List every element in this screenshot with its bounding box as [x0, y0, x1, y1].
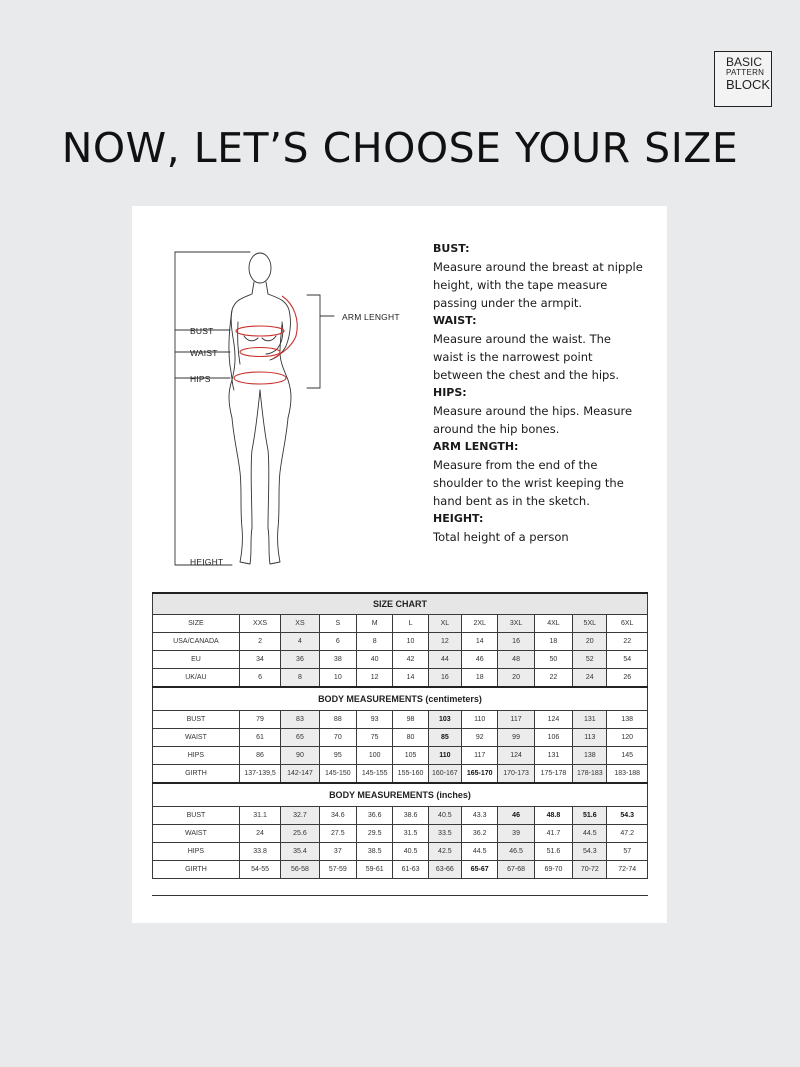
instruction-heading-hips: HIPS:: [433, 386, 467, 399]
table-cell: 22: [534, 669, 572, 688]
size-chart-title: SIZE CHART: [153, 593, 648, 615]
table-cell: 6XL: [607, 615, 648, 633]
table-cell: 25.6: [281, 825, 319, 843]
table-cell: 2XL: [462, 615, 498, 633]
table-cell: 75: [357, 729, 393, 747]
table-cell: 4XL: [534, 615, 572, 633]
page-title: NOW, LET’S CHOOSE YOUR SIZE: [61, 124, 739, 172]
table-row: [153, 633, 648, 651]
instruction-text-arm: Measure from the end of the shoulder to the wrist keeping the hand bent as in the sketch.: [433, 458, 624, 508]
table-cell: 52: [573, 651, 607, 669]
table-row: [153, 669, 648, 688]
table-cell: 80: [393, 729, 428, 747]
table-cell: 10: [319, 669, 356, 688]
table-cell: 37: [319, 843, 356, 861]
size-guide-sheet: [132, 206, 667, 923]
table-cell: 31.1: [239, 807, 280, 825]
table-cell: 51.6: [534, 843, 572, 861]
table-cell: 155-160: [393, 765, 428, 784]
table-cell: 16: [428, 669, 461, 688]
label-waist: WAIST: [190, 348, 218, 358]
table-cell: 43.3: [462, 807, 498, 825]
table-cell: 65: [281, 729, 319, 747]
table-cell: 38.6: [393, 807, 428, 825]
body-cm-row: [153, 687, 648, 711]
table-cell: 63-66: [428, 861, 461, 879]
cm-row-3-label: GIRTH: [153, 765, 240, 784]
cm-row-1-label: WAIST: [153, 729, 240, 747]
table-cell: 46: [498, 807, 534, 825]
table-cell: 34: [239, 651, 280, 669]
table-cell: 145-155: [357, 765, 393, 784]
table-cell: 44: [428, 651, 461, 669]
size-header-label: SIZE: [153, 615, 240, 633]
table-cell: 90: [281, 747, 319, 765]
measurement-figure: [172, 240, 412, 580]
table-cell: 124: [534, 711, 572, 729]
table-cell: 14: [462, 633, 498, 651]
table-cell: 70-72: [573, 861, 607, 879]
table-cell: 67-68: [498, 861, 534, 879]
table-cell: 12: [428, 633, 461, 651]
size-chart-table: [152, 592, 648, 879]
table-cell: 57-59: [319, 861, 356, 879]
table-cell: XS: [281, 615, 319, 633]
table-cell: XXS: [239, 615, 280, 633]
table-cell: 34.6: [319, 807, 356, 825]
table-cell: 44.5: [573, 825, 607, 843]
table-cell: 117: [462, 747, 498, 765]
table-cell: 98: [393, 711, 428, 729]
size-row-0-label: USA/CANADA: [153, 633, 240, 651]
logo-line-basic: BASIC: [726, 55, 763, 69]
measurement-instructions: [433, 240, 643, 546]
body-cm-title: BODY MEASUREMENTS (centimeters): [153, 687, 648, 711]
table-cell: 4: [281, 633, 319, 651]
table-cell: 103: [428, 711, 461, 729]
size-row-2-label: UK/AU: [153, 669, 240, 688]
table-bottom-rule: [152, 895, 648, 897]
in-row-2-label: HIPS: [153, 843, 240, 861]
table-cell: 32.7: [281, 807, 319, 825]
body-in-title: BODY MEASUREMENTS (inches): [153, 783, 648, 807]
table-cell: 14: [393, 669, 428, 688]
table-row: [153, 861, 648, 879]
table-cell: 178-183: [573, 765, 607, 784]
table-cell: 31.5: [393, 825, 428, 843]
table-row: [153, 615, 648, 633]
table-cell: 46: [462, 651, 498, 669]
table-row: [153, 729, 648, 747]
table-cell: 10: [393, 633, 428, 651]
table-cell: 27.5: [319, 825, 356, 843]
instruction-text-height: Total height of a person: [433, 530, 569, 544]
table-cell: 142-147: [281, 765, 319, 784]
table-cell: 175-178: [534, 765, 572, 784]
table-cell: 88: [319, 711, 356, 729]
in-row-0-label: BUST: [153, 807, 240, 825]
table-cell: 8: [357, 633, 393, 651]
size-chart-row: [153, 593, 648, 615]
table-row: [153, 651, 648, 669]
table-cell: 95: [319, 747, 356, 765]
table-cell: 36: [281, 651, 319, 669]
table-cell: 113: [573, 729, 607, 747]
table-cell: XL: [428, 615, 461, 633]
table-cell: 105: [393, 747, 428, 765]
table-cell: 170-173: [498, 765, 534, 784]
table-cell: 110: [428, 747, 461, 765]
table-cell: 8: [281, 669, 319, 688]
table-cell: 106: [534, 729, 572, 747]
table-row: [153, 711, 648, 729]
table-cell: 26: [607, 669, 648, 688]
table-cell: 51.6: [573, 807, 607, 825]
in-row-3-label: GIRTH: [153, 861, 240, 879]
table-cell: 138: [607, 711, 648, 729]
instruction-text-bust: Measure around the breast at nipple height, with the tape measure passing under the armpit.: [433, 260, 643, 310]
table-cell: 120: [607, 729, 648, 747]
instruction-text-waist: Measure around the waist. The waist is the narrowest point between the chest and the hips.: [433, 332, 620, 382]
table-cell: 83: [281, 711, 319, 729]
table-cell: 138: [573, 747, 607, 765]
table-cell: 33.8: [239, 843, 280, 861]
table-cell: 57: [607, 843, 648, 861]
table-row: [153, 807, 648, 825]
body-sketch-icon: [172, 240, 412, 580]
table-cell: 46.5: [498, 843, 534, 861]
table-cell: 39: [498, 825, 534, 843]
table-cell: 41.7: [534, 825, 572, 843]
table-cell: 124: [498, 747, 534, 765]
table-cell: 145: [607, 747, 648, 765]
table-cell: 20: [573, 633, 607, 651]
size-row-1-label: EU: [153, 651, 240, 669]
in-row-1-label: WAIST: [153, 825, 240, 843]
table-cell: 36.2: [462, 825, 498, 843]
table-cell: 40: [357, 651, 393, 669]
table-cell: 12: [357, 669, 393, 688]
table-row: [153, 747, 648, 765]
table-row: [153, 825, 648, 843]
table-cell: 59-61: [357, 861, 393, 879]
table-cell: 44.5: [462, 843, 498, 861]
table-cell: 2: [239, 633, 280, 651]
table-cell: 61-63: [393, 861, 428, 879]
table-cell: 54-55: [239, 861, 280, 879]
table-cell: 69-70: [534, 861, 572, 879]
table-cell: 24: [573, 669, 607, 688]
instruction-text-hips: Measure around the hips. Measure around the hip bones.: [433, 404, 633, 436]
table-cell: 183-188: [607, 765, 648, 784]
table-cell: M: [357, 615, 393, 633]
table-cell: 99: [498, 729, 534, 747]
table-cell: 20: [498, 669, 534, 688]
table-cell: 65-67: [462, 861, 498, 879]
table-cell: 100: [357, 747, 393, 765]
table-cell: 22: [607, 633, 648, 651]
table-cell: 165-170: [462, 765, 498, 784]
label-height: HEIGHT: [190, 557, 224, 567]
logo-line-pattern: PATTERN: [726, 68, 765, 77]
table-row: [153, 765, 648, 784]
table-cell: 61: [239, 729, 280, 747]
logo-line-block: BLOCK: [726, 77, 771, 92]
table-cell: 56-58: [281, 861, 319, 879]
label-bust: BUST: [190, 326, 214, 336]
table-cell: 42.5: [428, 843, 461, 861]
table-cell: 79: [239, 711, 280, 729]
table-cell: 40.5: [393, 843, 428, 861]
instruction-heading-bust: BUST:: [433, 242, 470, 255]
table-cell: 131: [534, 747, 572, 765]
cm-row-2-label: HIPS: [153, 747, 240, 765]
table-cell: 54.3: [607, 807, 648, 825]
table-cell: 48: [498, 651, 534, 669]
table-cell: 40.5: [428, 807, 461, 825]
instruction-heading-waist: WAIST:: [433, 314, 477, 327]
table-cell: 145-150: [319, 765, 356, 784]
table-row: [153, 843, 648, 861]
table-cell: 6: [319, 633, 356, 651]
table-cell: S: [319, 615, 356, 633]
table-cell: 5XL: [573, 615, 607, 633]
table-cell: 70: [319, 729, 356, 747]
table-cell: 117: [498, 711, 534, 729]
table-cell: 93: [357, 711, 393, 729]
table-cell: 29.5: [357, 825, 393, 843]
table-cell: 160-167: [428, 765, 461, 784]
table-cell: 50: [534, 651, 572, 669]
body-in-row: [153, 783, 648, 807]
table-cell: 137-139,5: [239, 765, 280, 784]
table-cell: 42: [393, 651, 428, 669]
table-cell: 110: [462, 711, 498, 729]
table-cell: 38: [319, 651, 356, 669]
table-cell: 92: [462, 729, 498, 747]
table-cell: 6: [239, 669, 280, 688]
table-cell: 16: [498, 633, 534, 651]
table-cell: 131: [573, 711, 607, 729]
brand-logo: [714, 51, 772, 107]
table-cell: 24: [239, 825, 280, 843]
table-cell: 85: [428, 729, 461, 747]
table-cell: 18: [462, 669, 498, 688]
table-cell: L: [393, 615, 428, 633]
table-cell: 54.3: [573, 843, 607, 861]
table-cell: 35.4: [281, 843, 319, 861]
table-cell: 86: [239, 747, 280, 765]
table-cell: 54: [607, 651, 648, 669]
table-cell: 3XL: [498, 615, 534, 633]
table-cell: 33.5: [428, 825, 461, 843]
table-cell: 47.2: [607, 825, 648, 843]
table-cell: 72-74: [607, 861, 648, 879]
table-cell: 18: [534, 633, 572, 651]
table-cell: 36.6: [357, 807, 393, 825]
table-cell: 48.8: [534, 807, 572, 825]
instruction-heading-height: HEIGHT:: [433, 512, 484, 525]
label-hips: HIPS: [190, 374, 211, 384]
label-arm-length: ARM LENGHT: [342, 312, 400, 322]
table-cell: 38.5: [357, 843, 393, 861]
instruction-heading-arm: ARM LENGTH:: [433, 440, 519, 453]
cm-row-0-label: BUST: [153, 711, 240, 729]
